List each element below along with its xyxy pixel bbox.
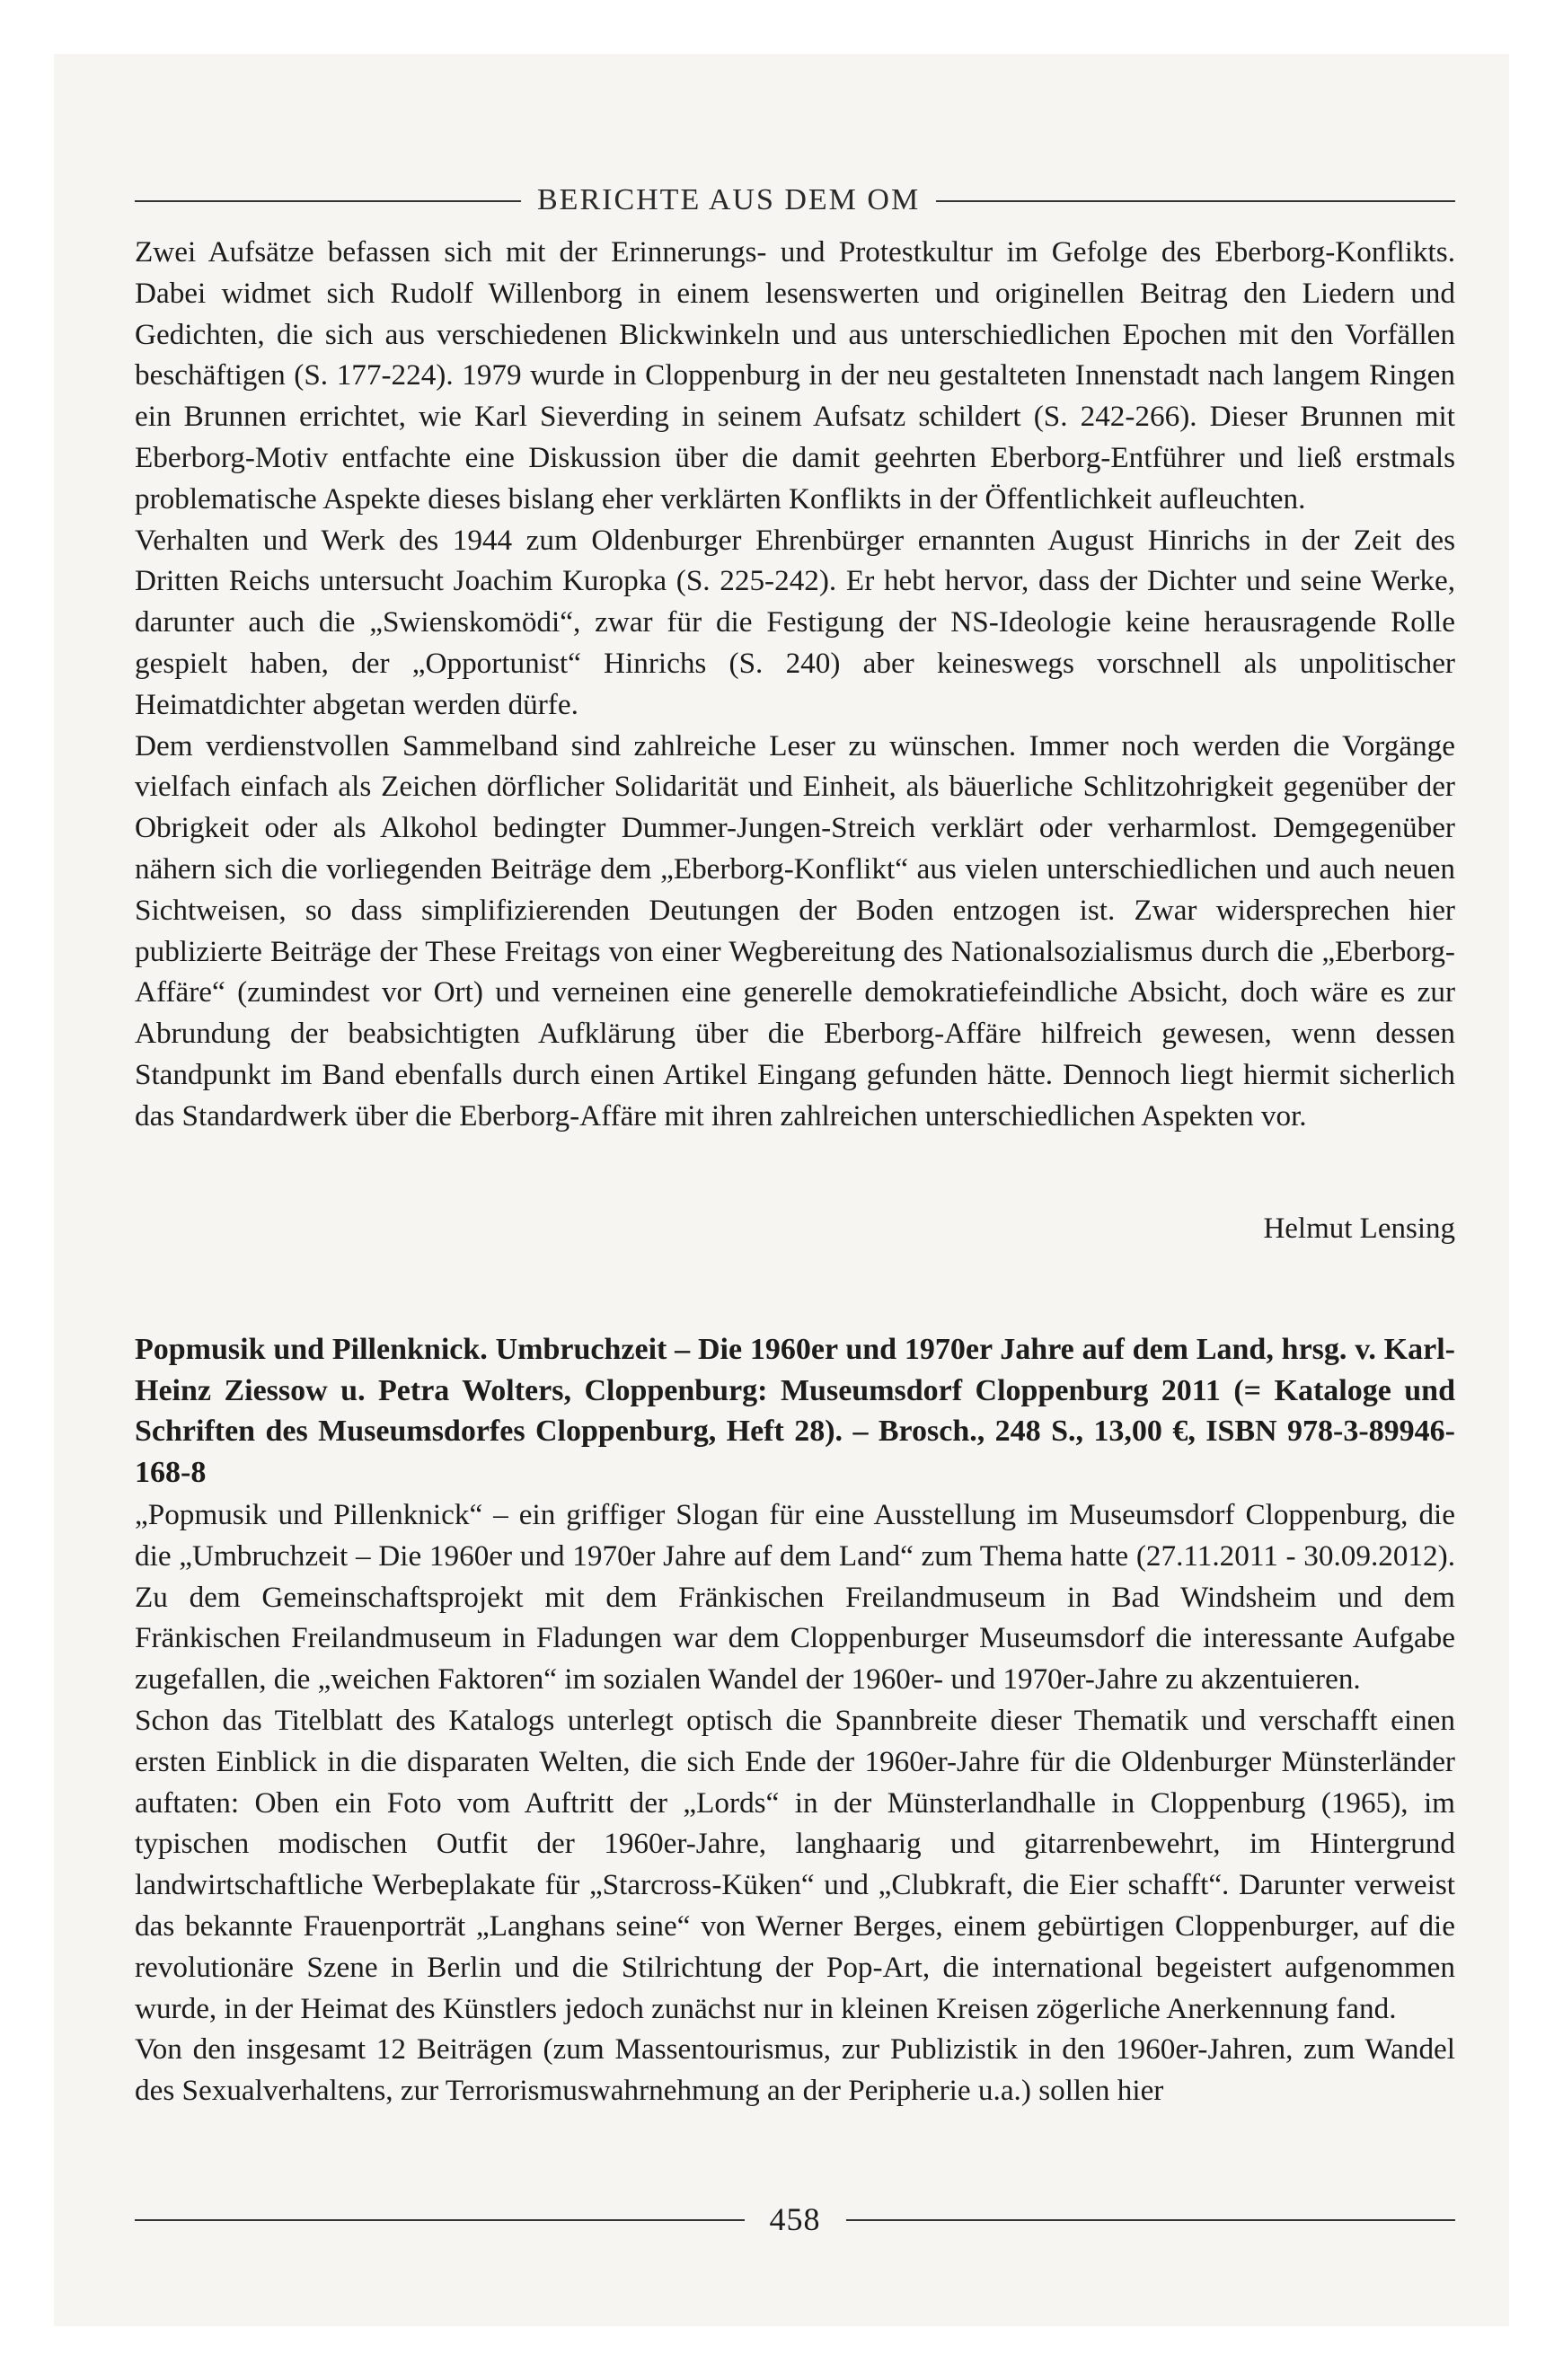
header-rule-right [936, 200, 1455, 202]
page-footer [135, 2197, 1455, 2242]
section-title: BERICHTE AUS DEM OM [537, 183, 921, 216]
review-paragraph: Von den insgesamt 12 Beiträgen (zum Massentourismus, zur Publizistik in den 1960er-Jahren, zum Wandel des Sexualverhaltens, zur Terrorismuswahrnehmung an der Peripherie u.a.) sollen hier [135, 2032, 1455, 2108]
header-rule-left [135, 200, 521, 202]
article-paragraph: Verhalten und Werk des 1944 zum Oldenburger Ehrenbürger ernannten August Hinrichs in der Zeit des Dritten Reichs untersucht Joachim Kuropka (S. 225-242). Er hebt hervor, dass der Dichter und seine Werke, darunter auch die „Swienskomödi“, zwar für die Festigung der NS-Ideologie keine herausragende Rolle gespielt haben, der „Opportunist“ Hinrichs (S. 240) aber keineswegs vorschnell als unpolitischer Heimatdichter abgetan werden dürfe. [135, 523, 1455, 721]
author-signature: Helmut Lensing [1263, 1212, 1455, 1245]
review-paragraph: Schon das Titelblatt des Katalogs unterlegt optisch die Spannbreite dieser Thematik und verschafft einen ersten Einblick in die disparaten Welten, die sich Ende der 1960er-Jahre für die Oldenburger Münsterländer auftaten: Oben ein Foto vom Auftritt der „Lords“ in der Münsterlandhalle in Cloppenburg (1965), im typischen modischen Outfit der 1960er-Jahre, langhaarig und gitarrenbewehrt, im Hintergrund landwirtschaftliche Werbeplakate für „Starcross-Küken“ und „Clubkraft, die Eier schafft“. Darunter verweist das bekannte Frauenporträt „Langhans seine“ von Werner Berges, einem gebürtigen Cloppenburger, auf die revolutionäre Szene in Berlin und die Stilrichtung der Pop-Art, die international begeistert aufgenommen wurde, in der Heimat des Künstlers jedoch zunächst nur in kleinen Kreisen zögerliche Anerkennung fand. [135, 1703, 1455, 2025]
article-paragraph: Zwei Aufsätze befassen sich mit der Erinnerungs- und Protestkultur im Gefolge des Eberborg-Konflikts. Dabei widmet sich Rudolf Willenborg in einem lesenswerten und originellen Beitrag den Liedern und Gedichten, die sich aus verschiedenen Blickwinkeln und aus unterschiedlichen Epochen mit den Vorfällen beschäftigen (S. 177-224). 1979 wurde in Cloppenburg in der neu gestalteten Innenstadt nach langem Ringen ein Brunnen errichtet, wie Karl Sieverding in seinem Aufsatz schildert (S. 242-266). Dieser Brunnen mit Eberborg-Motiv entfachte eine Diskussion über die damit geehrten Eberborg-Entführer und ließ erstmals problematische Aspekte dieses bislang eher verklärten Konflikts in der Öffentlichkeit aufleuchten. [135, 235, 1455, 516]
page-number: 458 [769, 2201, 821, 2237]
footer-rule-right [846, 2219, 1456, 2221]
article-paragraph: Dem verdienstvollen Sammelband sind zahlreiche Leser zu wünschen. Immer noch werden die Vorgänge vielfach einfach als Zeichen dörflicher Solidarität und Einheit, als bäuerliche Schlitzohrigkeit gegenüber der Obrigkeit oder als Alkohol bedingter Dummer-Jungen-Streich verklärt oder verharmlost. Demgegenüber nähern sich die vorliegenden Beiträge dem „Eberborg-Konflikt“ aus vielen unterschiedlichen und auch neuen Sichtweisen, so dass simplifizierenden Deutungen der Boden entzogen ist. Zwar widersprechen hier publizierte Beiträge der These Freitags von einer Wegbereitung des Nationalsozialismus durch die „Eberborg-Affäre“ (zumindest vor Ort) und verneinen eine generelle demokratiefeindliche Absicht, doch wäre es zur Abrundung der beabsichtigten Aufklärung über die Eberborg-Affäre hilfreich gewesen, wenn dessen Standpunkt im Band ebenfalls durch einen Artikel Eingang gefunden hätte. Dennoch liegt hiermit sicherlich das Standardwerk über die Eberborg-Affäre mit ihren zahlreichen unterschiedlichen Aspekten vor. [135, 728, 1455, 1133]
review-paragraph: „Popmusik und Pillenknick“ – ein griffiger Slogan für eine Ausstellung im Museumsdorf Cloppenburg, die die „Umbruchzeit – Die 1960er und 1970er Jahre auf dem Land“ zum Thema hatte (27.11.2011 - 30.09.2012). Zu dem Gemeinschaftsprojekt mit dem Fränkischen Freilandmuseum in Bad Windsheim und dem Fränkischen Freilandmuseum in Fladungen war dem Cloppenburger Museumsdorf die interessante Aufgabe zugefallen, die „weichen Faktoren“ im sozialen Wandel der 1960er- und 1970er-Jahre zu akzentuieren. [135, 1498, 1455, 1697]
review-heading: Popmusik und Pillenknick. Umbruchzeit – Die 1960er und 1970er Jahre auf dem Land, hrsg. v. Karl-Heinz Ziessow u. Petra Wolters, Cloppenburg: Museumsdorf Cloppenburg 2011 (= Kataloge und Schriften des Museumsdorfes Cloppenburg, Heft 28). – Brosch., 248 S., 13,00 €, ISBN 978-3-89946-168-8 [135, 1333, 1455, 1489]
footer-rule-left [135, 2219, 745, 2221]
article-body [135, 232, 1455, 1137]
running-header [135, 180, 1455, 221]
review-body [135, 1494, 1455, 2111]
